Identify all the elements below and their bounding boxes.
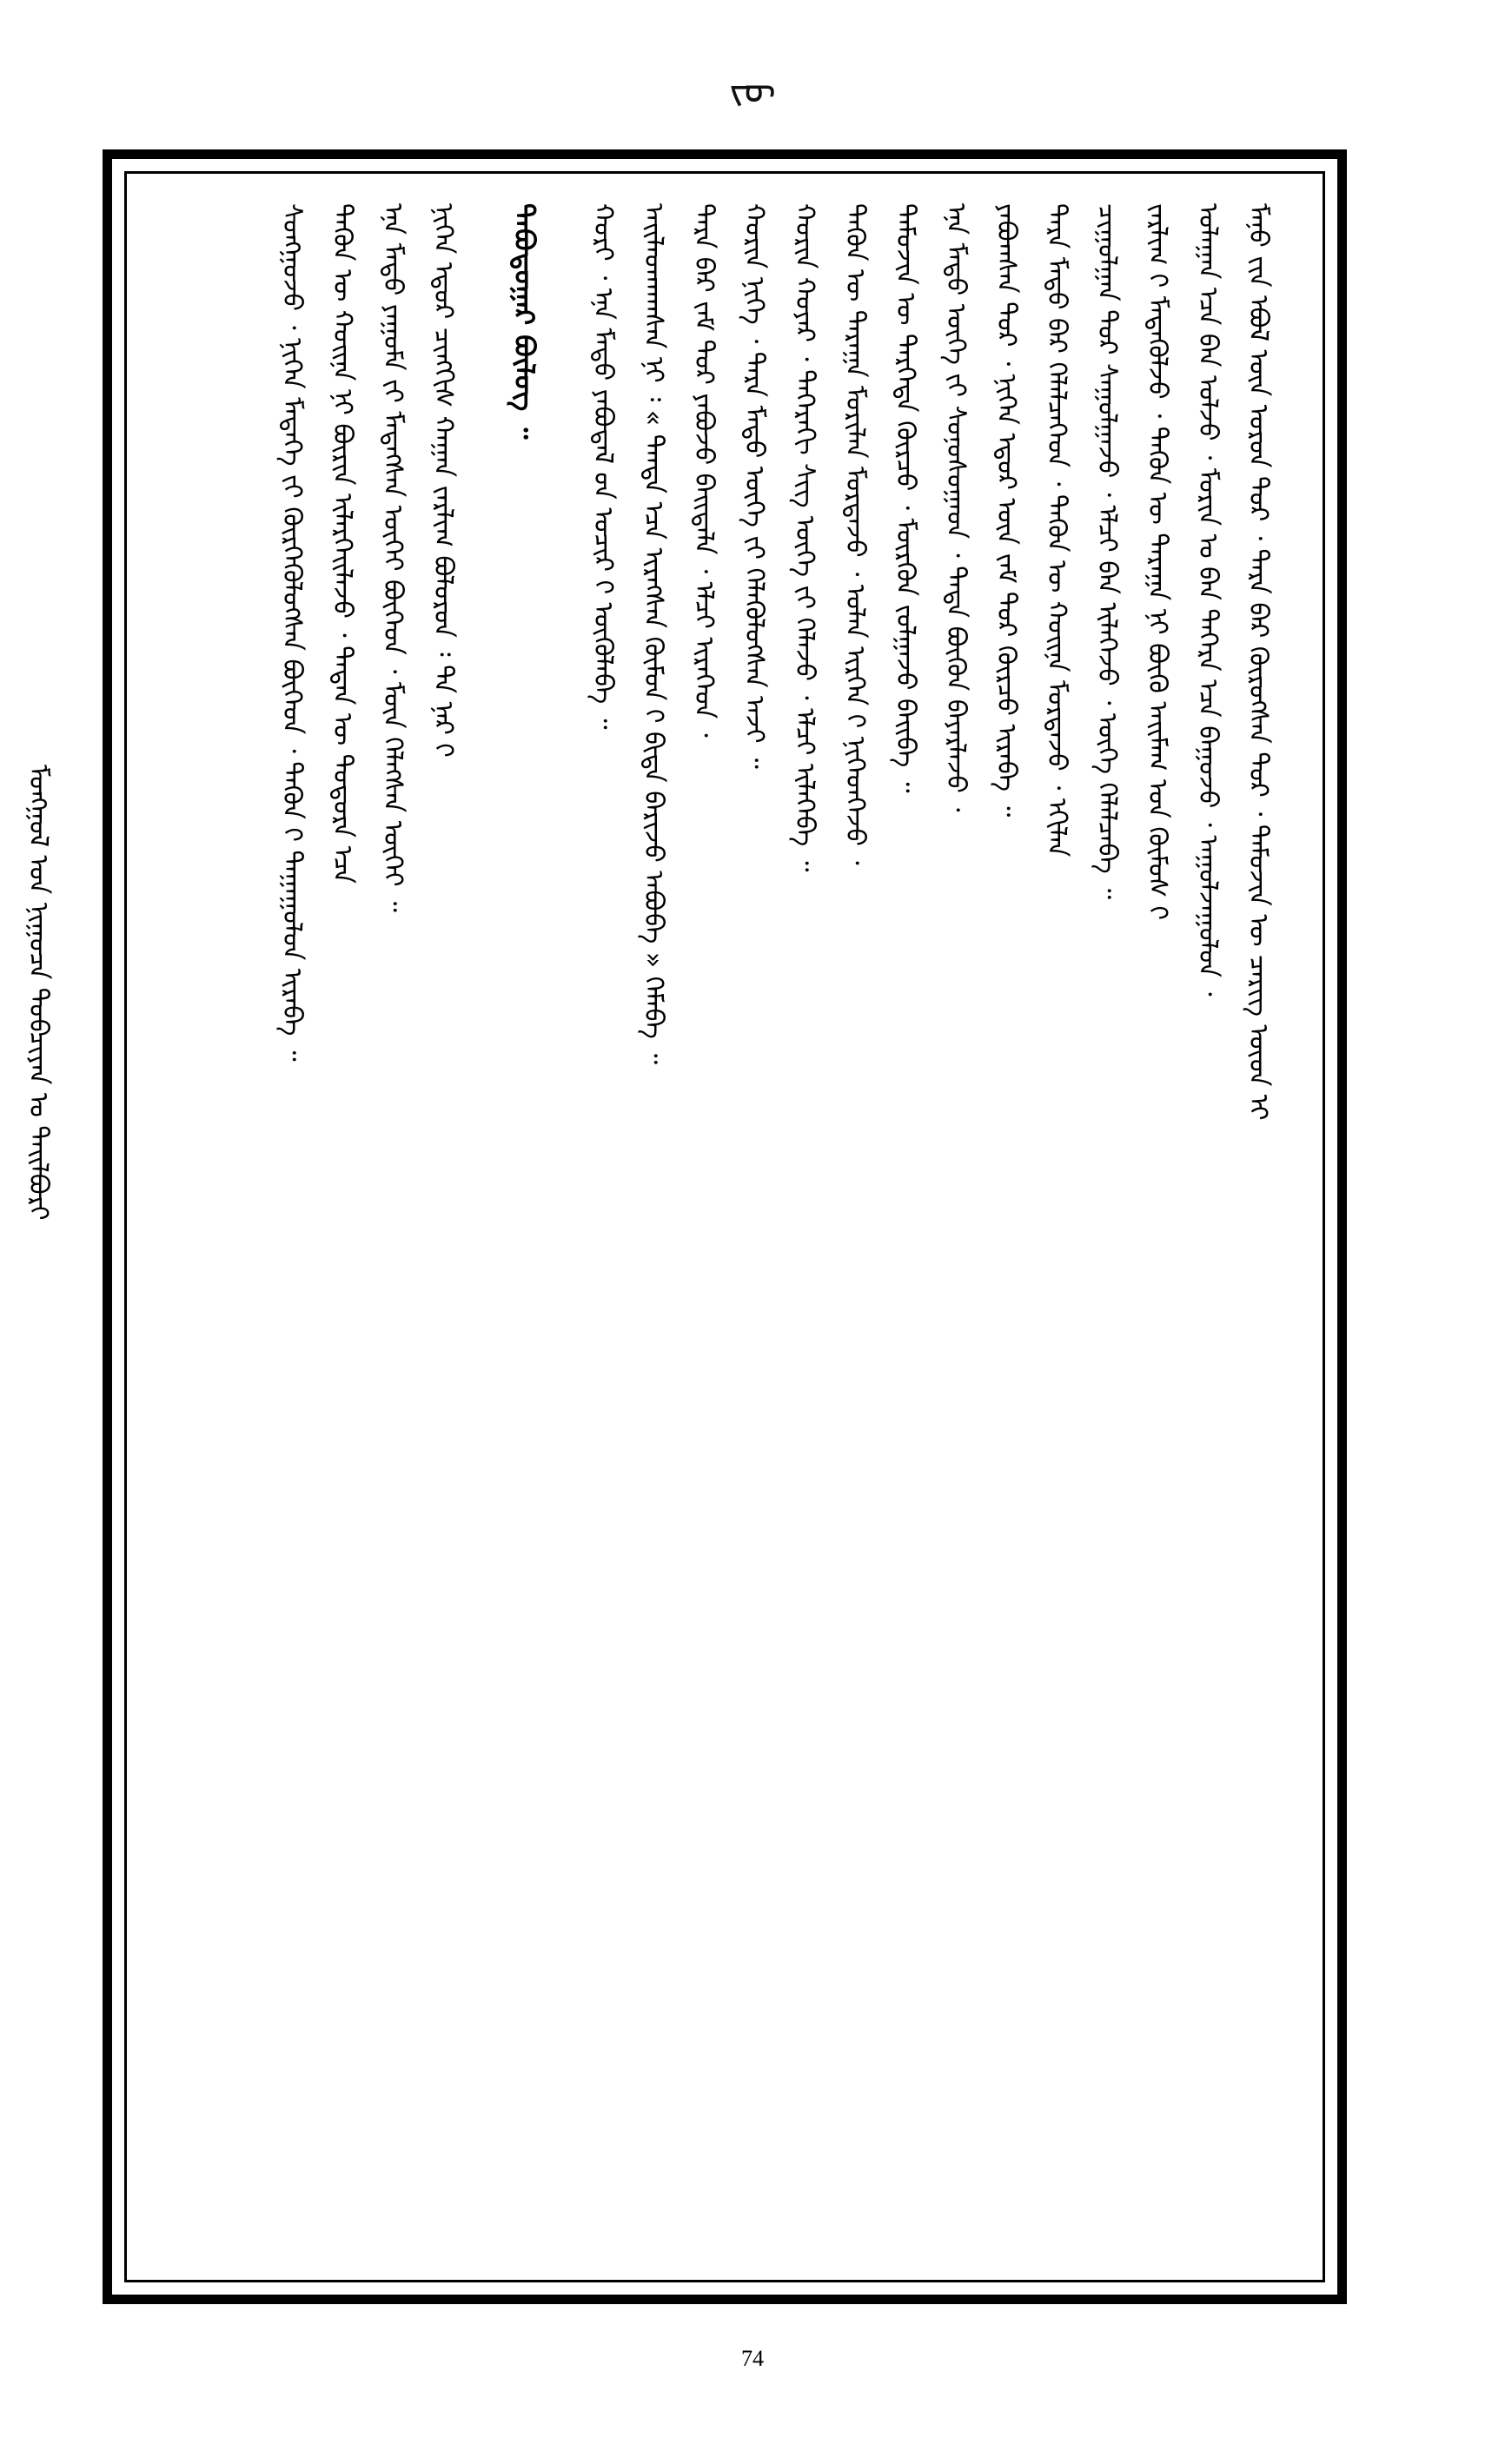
column-spacer xyxy=(478,203,507,2250)
section-heading: ᠲᠠᠪᠤᠳᠤᠭᠠᠷ ᠪᠦᠯᠦᠭ ᠃ xyxy=(507,203,541,440)
text-column: ᠰᠣᠩᠭᠣᠵᠤ ᠂ ᠨᠢᠭᠡᠨ ᠮᠡᠳᠡᠭᠡ ᠶ᠋ᠢ ᠬᠦᠷᠭᠡᠭᠦᠯᠦᠭᠰᠡᠨ ᠪᠥᠭᠡᠳ ᠂ ᠲᠡᠭᠦᠨ ᠢ᠋ ᠳᠠᠭᠠᠭᠤᠯᠤᠨ ᠢᠷᠡᠪᠡ ᠃ xyxy=(276,203,308,1062)
text-column: ᠡᠨᠡ ᠮᠡᠲᠦ ᠦᠭᠡ ᠶ᠋ᠢ ᠰᠣᠨᠣᠰᠤᠭᠠᠳ ᠂ ᠲᠡᠳᠡ ᠪᠦᠬᠦᠨ ᠪᠠᠶᠠᠷᠯᠠᠵᠤ ᠂ xyxy=(940,203,971,812)
page-border-inner xyxy=(124,171,1325,2282)
text-column: ᠴᠢᠭᠤᠯᠭᠠᠨ ᠳᠤᠷ ᠰᠠᠭᠤᠯᠭᠠᠵᠤ ᠂ ᠡᠯᠴᠢ ᠪᠡᠨ ᠢᠯᠡᠭᠡᠵᠦ ᠂ ᠦᠭᠡ ᠬᠡᠯᠡᠯᠴᠡᠪᠡ ᠃ xyxy=(1091,203,1123,899)
text-column: ᠤᠯᠠᠭᠠᠨ ᠡᠴᠡ ᠪᠡᠨ ᠣᠯᠵᠤ ᠂ ᠮᠣᠷᠢᠨ ᠤ ᠪᠠᠨ ᠳᠡᠭᠡᠷᠡ ᠡᠴᠡ ᠪᠠᠭᠤᠵᠤ ᠂ ᠠᠭᠤᠯᠵᠠᠭᠤᠯᠤᠨ ᠂ xyxy=(1192,203,1223,997)
running-side-title: ᠮᠣᠩᠭᠣᠯ ᠤᠨ ᠨᠢᠭᠤᠴᠠ ᠲᠣᠪᠴᠢᠶᠠᠨ ᠤ ᠲᠠᠢᠯᠪᠤᠷᠢ xyxy=(23,765,54,1221)
text-column: ᠶᠠᠪᠤᠭᠰᠠᠨ ᠳᠤᠷ ᠂ ᠨᠢᠭᠡᠨ ᠡᠳᠦᠷ ᠦᠨ ᠵᠠᠮ ᠳᠤᠷ ᠬᠦᠷᠴᠦ ᠢᠷᠡᠪᠡ ᠃ xyxy=(991,203,1022,818)
column-spacer xyxy=(558,203,587,2250)
vertical-text-body xyxy=(156,203,1293,2250)
text-column: ᠲᠡᠷᠡ ᠮᠡᠲᠦ ᠪᠡᠷ ᠬᠡᠯᠡᠯᠴᠡᠭᠡᠳ ᠂ ᠲᠡᠭᠦᠨ ᠦ ᠬᠣᠢᠨᠠ ᠮᠣᠷᠳᠠᠵᠤ ᠂ ᠡᠬᠢᠯᠡᠨ xyxy=(1041,203,1072,858)
page-number: 74 xyxy=(741,2346,764,2371)
text-column: ᠠᠢᠯᠠᠳᠬᠠᠭᠰᠠᠨ ᠨᠢ ᠄ « ᠲᠡᠨᠳᠡ ᠡᠴᠡ ᠢᠷᠡᠭᠰᠡᠨ ᠬᠦᠮᠦᠨ ᠢ᠋ ᠪᠢᠳᠡ ᠪᠠᠷᠢᠵᠤ ᠠᠪᠤᠪᠠ » ᠬᠡᠮᠡᠪᠡ ᠃ xyxy=(638,203,669,1065)
text-column: ᠲᠡᠷᠡ ᠪᠡᠷ ᠵᠠᠮ ᠳᠤᠷ ᠶᠠᠪᠤᠵᠤ ᠪᠠᠢᠲᠠᠯᠠ ᠂ ᠡᠯᠴᠢ ᠢᠷᠡᠭᠡᠳ ᠂ xyxy=(688,203,719,738)
text-column: ᠬᠣᠷᠢ ᠂ ᠡᠨᠡ ᠮᠡᠲᠦ ᠶᠠᠪᠤᠳᠠᠯ ᠤ᠋ᠨ ᠤᠴᠢᠷ ᠢ᠋ ᠥᠭᠦᠯᠡᠪᠡ ᠃ xyxy=(587,203,619,730)
text-column: ᠬᠣᠷᠢᠨ ᠨᠢᠭᠡ ᠂ ᠲᠡᠷᠡ ᠮᠡᠲᠦ ᠦᠭᠡ ᠶ᠋ᠢ ᠬᠡᠯᠡᠭᠦᠯᠦᠭᠰᠡᠨ ᠠᠵᠢ ᠃ xyxy=(739,203,770,769)
text-column: ᠲᠡᠭᠦᠨ ᠦ ᠳᠠᠷᠠᠭᠠ ᠮᠣᠷᠢᠯᠠᠨ ᠮᠣᠷᠳᠠᠵᠤ ᠂ ᠣᠯᠠᠨ ᠢᠷᠭᠡᠨ ᠢ᠋ ᠨᠢᠭᠡᠳᠬᠡᠵᠦ ᠂ xyxy=(839,203,871,865)
text-column: ᠲᠡᠮᠦᠵᠢᠨ ᠦ ᠳᠡᠷᠭᠡᠳᠡ ᠬᠦᠷᠴᠦ ᠂ ᠮᠥᠷᠭᠦᠨ ᠵᠣᠯᠭᠠᠵᠤ ᠪᠠᠢᠪᠠ ᠃ xyxy=(890,203,921,793)
page-border-outer xyxy=(103,149,1347,2304)
text-column: ᠮᠠᠨᠤ ᠶ᠋ᠢᠨ ᠡᠪᠦᠯ ᠦᠨ ᠣᠷᠣᠨ ᠳᠤᠷ ᠂ ᠲᠡᠷᠡ ᠪᠡᠷ ᠬᠦᠷᠦᠭᠰᠡᠨ ᠳᠤᠷ ᠂ ᠲᠡᠮᠦᠵᠢᠨ ᠦ ᠴᠡᠷᠢᠭ ᠦᠳ ᠢ xyxy=(1243,203,1274,1121)
text-column: ᠡᠨᠡ ᠮᠡᠲᠦ ᠶᠠᠭᠤᠮᠠ ᠶ᠋ᠢ ᠮᠡᠳᠡᠭᠰᠡᠨ ᠦᠭᠡᠢ ᠪᠥᠭᠡᠳ ᠂ ᠮᠥᠨ ᠬᠡᠯᠡᠭᠰᠡᠨ ᠦᠭᠡᠢ ᠃ xyxy=(377,203,408,912)
page-top-marker: ᠵᠦ xyxy=(729,66,776,113)
text-column: ᠵᠠᠷᠯᠢᠭ ᠢ᠋ ᠮᠡᠳᠡᠭᠦᠯᠵᠦ ᠂ ᠲᠡᠭᠦᠨ ᠦ ᠳᠠᠷᠠᠭᠠ ᠨᠢ ᠪᠦᠬᠦ ᠠᠢᠮᠠᠭ ᠤᠨ ᠬᠦᠮᠦᠰ ᠢ᠋ xyxy=(1142,203,1173,920)
text-column: ᠌ᠬᠣᠷᠢᠨ ᠬᠣᠶᠠᠷ ᠂ ᠳᠡᠭᠡᠷᠡᠬᠢ ᠰᠢᠭ ᠦᠭᠡ ᠶ᠋ᠢ ᠬᠡᠯᠡᠵᠦ ᠂ ᠡᠯᠴᠢ ᠢᠯᠡᠭᠡᠪᠡ ᠃ xyxy=(789,203,820,872)
text-column: ᠨᠢᠭᠡᠨ ᠡᠳᠦᠷ ᠴᠢᠩᠭᠢᠰ ᠬᠠᠭᠠᠨ ᠵᠠᠷᠯᠢᠭ ᠪᠣᠯᠤᠷᠤᠨ ᠄ ᠲᠠ ᠨᠠᠷ ᠢ᠋ xyxy=(428,203,459,758)
text-column: ᠲᠡᠭᠦᠨ ᠦ ᠬᠣᠢᠨᠠ ᠨᠢ ᠪᠦᠷᠢᠨ ᠢᠯᠡᠷᠬᠡᠢᠯᠡᠵᠦ ᠂ ᠲᠡᠳᠡᠨ ᠦ ᠳᠣᠲᠣᠷᠠ ᠡᠴᠡ xyxy=(327,203,358,884)
